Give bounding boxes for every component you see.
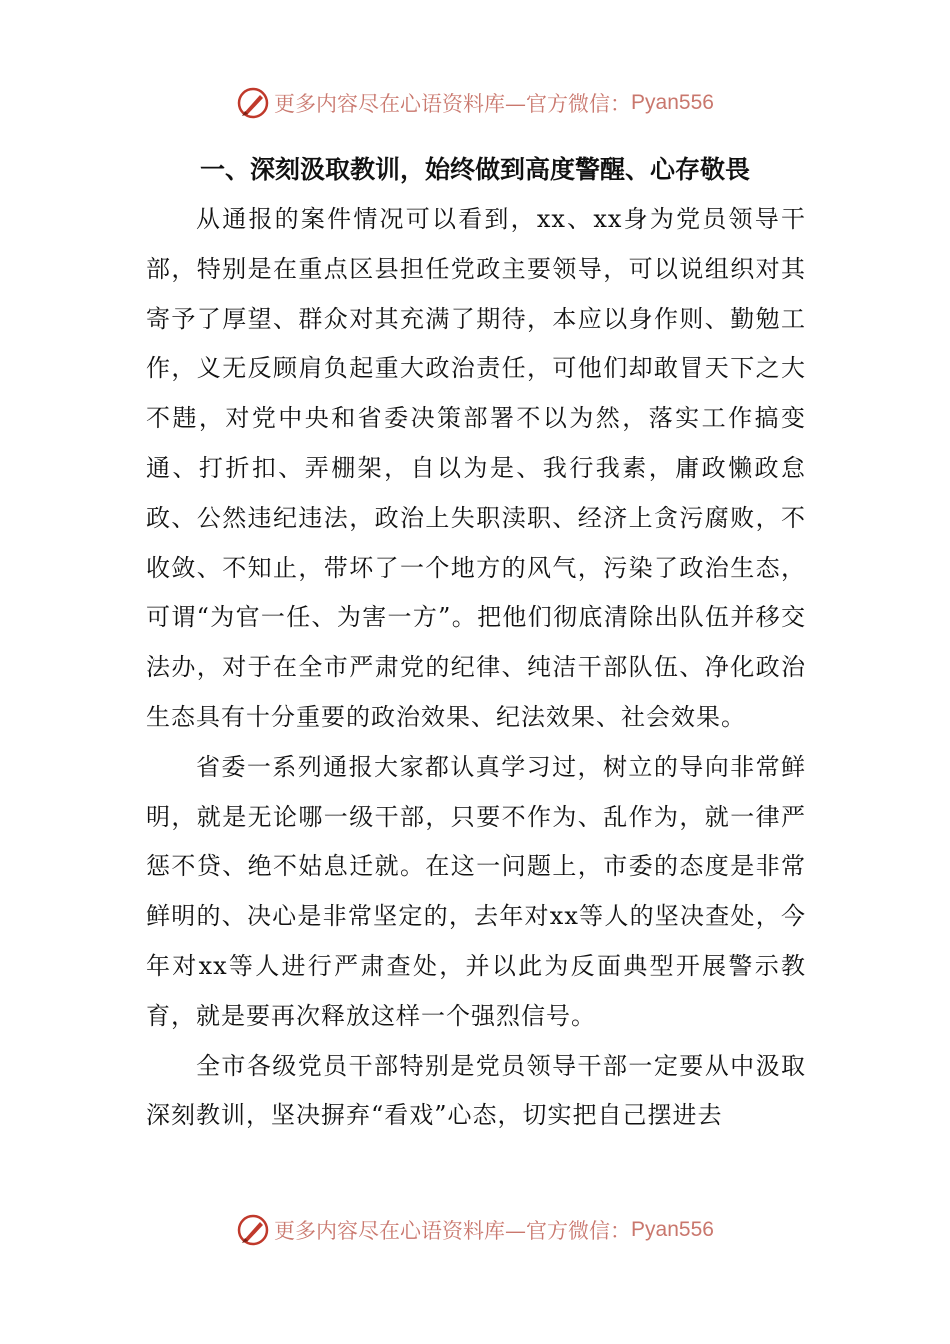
paragraph: 从通报的案件情况可以看到，xx、xx身为党员领导干部，特别是在重点区县担任党政主要领导，可以说组织对其寄予了厚望、群众对其充满了期待，本应以身作则、勤勉工作，义无反顾肩负起重大政治责任，可他们却敢冒天下之大不韪，对党中央和省委决策部署不以为然，落实工作搞变通、打折扣、弄棚架，自以为是、我行我素，庸政懒政怠政、公然违纪违法，政治上失职渎职、经济上贪污腐败，不收敛、不知止，带坏了一个地方的风气，污染了政治生态，可谓“为官一任、为害一方”。把他们彻底清除出队伍并移交法办，对于在全市严肃党的纪律、纯洁干部队伍、净化政治生态具有十分重要的政治效果、纪法效果、社会效果。 [146, 205, 806, 731]
paragraph: 省委一系列通报大家都认真学习过，树立的导向非常鲜明，就是无论哪一级干部，只要不作为、乱作为，就一律严惩不贷、绝不姑息迁就。在这一问题上，市委的态度是非常鲜明的、决心是非常坚定的，去年对xx等人的坚决查处，今年对xx等人进行严肃查处，并以此为反面典型开展警示教育，就是要再次释放这样一个强烈信号。 [146, 752, 806, 1030]
paragraph: 全市各级党员干部特别是党员领导干部一定要从中汲取深刻教训，坚决摒弃“看戏”心态，切实把自己摆进去 [146, 1051, 806, 1130]
pen-logo-icon [236, 86, 270, 120]
watermark-wechat-id: Pyan556 [631, 91, 714, 114]
watermark-text: 更多内容尽在心语资料库—官方微信： [274, 1219, 632, 1243]
section-heading: 一、深刻汲取教训，始终做到高度警醒、心存敬畏 [199, 155, 750, 184]
header-watermark [0, 83, 950, 123]
footer-watermark [0, 1210, 950, 1250]
watermark-wechat-id: Pyan556 [631, 1218, 714, 1241]
watermark-text: 更多内容尽在心语资料库—官方微信： [274, 92, 632, 116]
pen-logo-icon [236, 1213, 270, 1247]
document-body [146, 195, 806, 1141]
